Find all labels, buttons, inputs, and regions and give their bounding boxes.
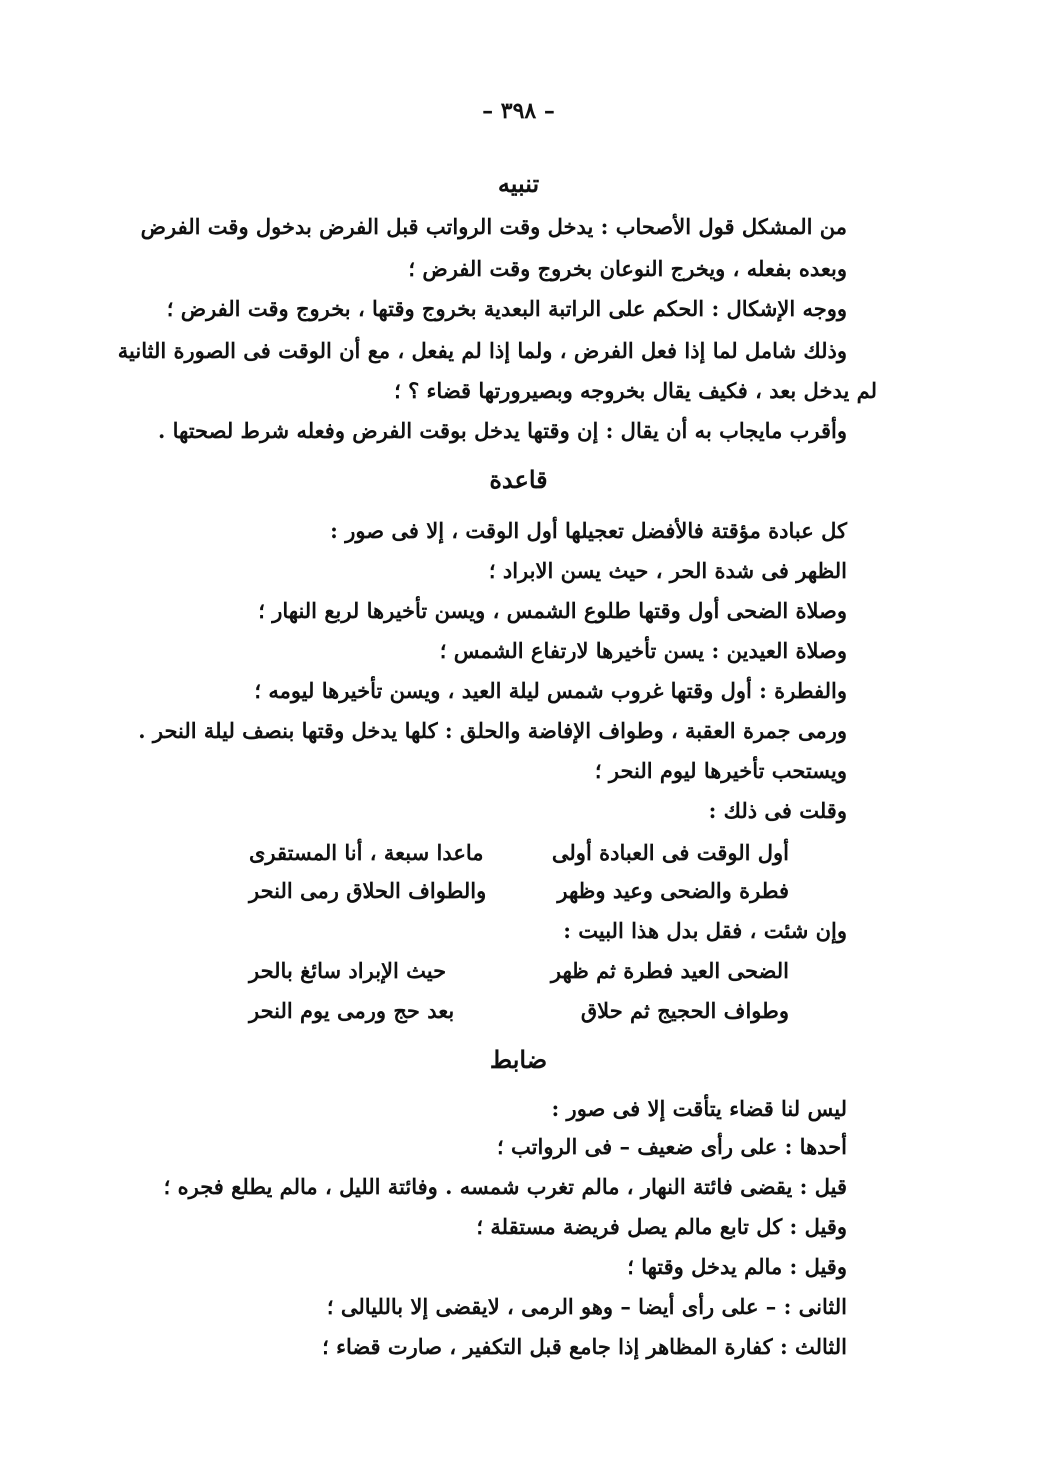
section-heading-tanbih: تنبيه <box>497 169 540 198</box>
paragraph-line: قيل : يقضى فائتة النهار ، مالم تغرب شمسه . وفائتة الليل ، مالم يطلع فجره ؛ <box>163 1174 847 1199</box>
verse-line <box>249 836 789 870</box>
paragraph-line: وقلت فى ذلك : <box>708 798 847 823</box>
paragraph-line: الثانى : – على رأى أيضا – وهو الرمى ، لايقضى إلا بالليالى ؛ <box>326 1294 847 1319</box>
section-heading-dabit: ضابط <box>489 1045 548 1074</box>
paragraph-line: من المشكل قول الأصحاب : يدخل وقت الرواتب قبل الفرض بدخول وقت الفرض <box>140 214 847 239</box>
paragraph-line: لم يدخل بعد ، فكيف يقال بخروجه وبصيرورتها قضاء ؟ ؛ <box>394 378 877 403</box>
paragraph-line: ويستحب تأخيرها ليوم النحر ؛ <box>594 758 847 783</box>
paragraph-line: وبعده بفعله ، ويخرج النوعان بخروج وقت الفرض ؛ <box>408 256 847 281</box>
verse-hemistich-second: والطواف الحلاق رمى النحر <box>249 878 487 903</box>
verse-hemistich-second: ماعدا سبعة ، أنا المستقرى <box>249 840 484 865</box>
paragraph-line: ووجه الإشكال : الحكم على الراتبة البعدية بخروج وقتها ، بخروج وقت الفرض ؛ <box>166 296 847 321</box>
verse-hemistich-first: الضحى العيد فطرة ثم ظهر <box>550 958 789 983</box>
verse-hemistich-second: بعد حج ورمى يوم النحر <box>249 998 455 1023</box>
paragraph-line: الثالث : كفارة المظاهر إذا جامع قبل التكفير ، صارت قضاء ؛ <box>322 1334 847 1359</box>
verse-hemistich-first: فطرة والضحى وعيد وظهر <box>557 878 789 903</box>
verse-line <box>249 954 789 988</box>
paragraph-line: وإن شئت ، فقل بدل هذا البيت : <box>563 918 847 943</box>
paragraph-line: ورمى جمرة العقبة ، وطواف الإفاضة والحلق : كلها يدخل وقتها بنصف ليلة النحر . <box>138 718 847 743</box>
verse-hemistich-first: وطواف الحجيج ثم حلاق <box>580 998 789 1023</box>
verse-hemistich-second: حيث الإبراد سائغ بالحر <box>249 958 447 983</box>
paragraph-line: وصلاة الضحى أول وقتها طلوع الشمس ، ويسن تأخيرها لربع النهار ؛ <box>258 598 847 623</box>
paragraph-line: وأقرب مايجاب به أن يقال : إن وقتها يدخل بوقت الفرض وفعله شرط لصحتها . <box>158 418 847 443</box>
paragraph-line: أحدها : على رأى ضعيف – فى الرواتب ؛ <box>497 1134 847 1159</box>
verse-line <box>249 994 789 1028</box>
paragraph-line: الظهر فى شدة الحر ، حيث يسن الابراد ؛ <box>488 558 847 583</box>
section-heading-qaida: قاعدة <box>489 465 548 494</box>
paragraph-line: والفطرة : أول وقتها غروب شمس ليلة العيد ، ويسن تأخيرها ليومه ؛ <box>254 678 847 703</box>
paragraph-line: وقيل : مالم يدخل وقتها ؛ <box>627 1254 847 1279</box>
page-number: – ٣٩٨ – <box>482 98 555 124</box>
verse-line <box>249 874 789 908</box>
paragraph-line: وصلاة العيدين : يسن تأخيرها لارتفاع الشمس ؛ <box>439 638 847 663</box>
paragraph-line: وقيل : كل تابع مالم يصل فريضة مستقلة ؛ <box>476 1214 847 1239</box>
paragraph-line: وذلك شامل لما إذا فعل الفرض ، ولما إذا لم يفعل ، مع أن الوقت فى الصورة الثانية <box>117 338 847 363</box>
paragraph-line: كل عبادة مؤقتة فالأفضل تعجيلها أول الوقت ، إلا فى صور : <box>330 518 847 543</box>
verse-hemistich-first: أول الوقت فى العبادة أولى <box>551 840 789 865</box>
paragraph-line: ليس لنا قضاء يتأقت إلا فى صور : <box>551 1096 847 1121</box>
